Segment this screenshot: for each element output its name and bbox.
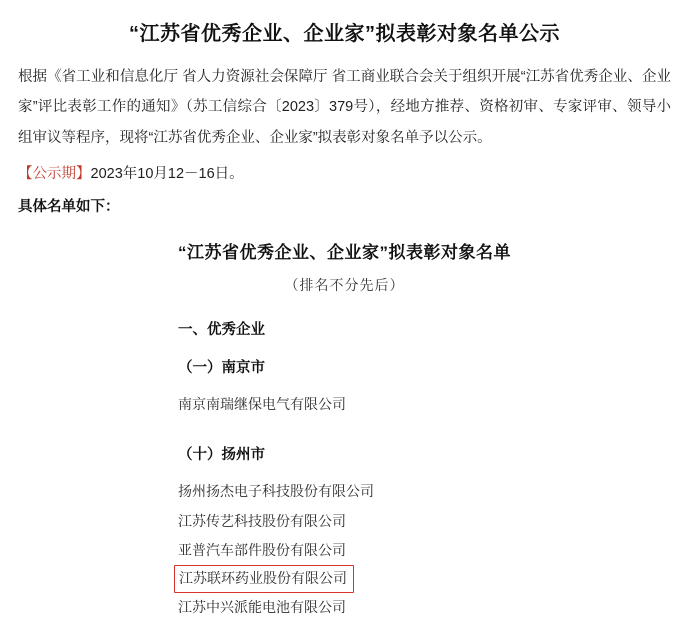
list-item: 江苏中兴派能电池有限公司 (178, 599, 346, 616)
intro-paragraph: 根据《省工业和信息化厅 省人力资源社会保障厅 省工商业联合会关于组织开展“江苏省优秀企业、企业家”评比表彰工作的通知》（苏工信综合〔2023〕379号），经地方推荐、资格初审、专家评审、领导小组审议等程序，现将“江苏省优秀企业、企业家”拟表彰对象名单予以公示。 (18, 69, 671, 146)
notice-period-value: 2023年10月12－16日。 (90, 166, 244, 183)
group-heading-nanjing: （一）南京市 (178, 359, 265, 376)
list-item: 南京南瑞继保电气有限公司 (178, 396, 346, 413)
notice-period-line (18, 159, 671, 189)
highlighted-list-item: 江苏联环药业股份有限公司 (174, 565, 354, 593)
list-item: 亚普汽车部件股份有限公司 (178, 542, 346, 558)
highlighted-list-item-wrap (18, 565, 671, 593)
notice-period-label: 【公示期】 (18, 166, 91, 183)
page-title: “江苏省优秀企业、企业家”拟表彰对象名单公示 (129, 23, 560, 45)
list-heading: 具体名单如下： (18, 198, 120, 215)
inner-subtitle: （排名不分先后） (284, 277, 405, 294)
list-item: 扬州扬杰电子科技股份有限公司 (178, 483, 374, 500)
group-heading-yangzhou: （十）扬州市 (178, 446, 265, 463)
list-item: 江苏传艺科技股份有限公司 (178, 512, 346, 529)
section-heading-excellent-enterprises: 一、优秀企业 (178, 322, 265, 339)
inner-title: “江苏省优秀企业、企业家”拟表彰对象名单 (178, 243, 511, 263)
